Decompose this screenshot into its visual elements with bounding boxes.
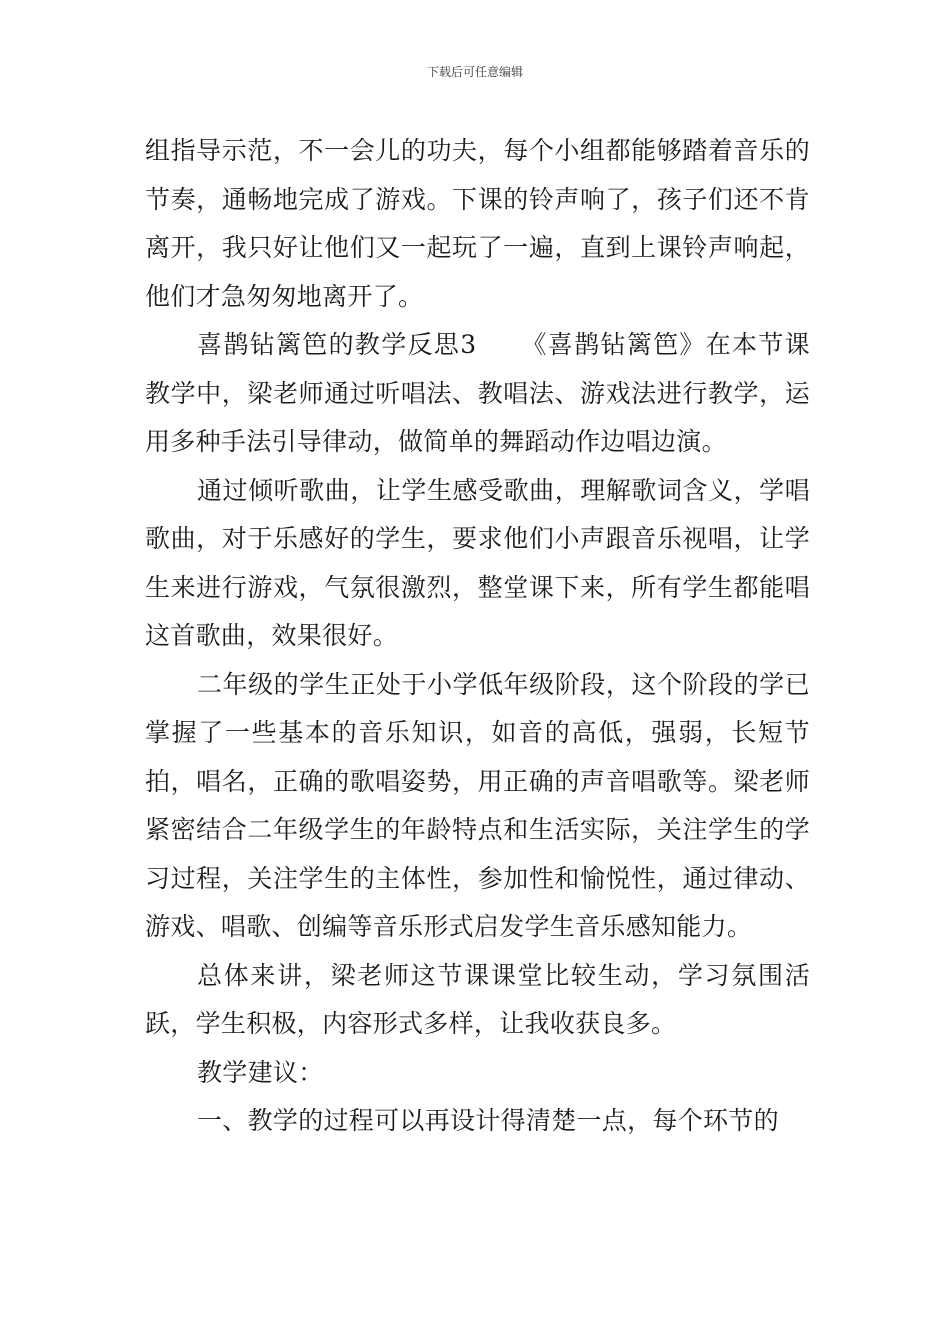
paragraph-second-grade: 二年级的学生正处于小学低年级阶段，这个阶段的学已掌握了一些基本的音乐知识，如音的高低，强弱，长短节拍，唱名，正确的歌唱姿势，用正确的声音唱歌等。梁老师紧密结合二年级学生的年龄特点和生活实际，关注学生的学习过程，关注学生的主体性，参加性和愉悦性，通过律动、游戏、唱歌、创编等音乐形式启发学生音乐感知能力。 bbox=[145, 669, 810, 941]
paragraph-suggestion-one: 一、教学的过程可以再设计得清楚一点，每个环节的 bbox=[197, 1106, 779, 1135]
paragraph-listening: 通过倾听歌曲，让学生感受歌曲，理解歌词含义，学唱歌曲，对于乐感好的学生，要求他们小声跟音乐视唱，让学生来进行游戏，气氛很激烈，整堂课下来，所有学生都能唱这首歌曲，效果很好。 bbox=[145, 475, 810, 650]
section-text: 《喜鹊钻篱笆》在本节课教学中，梁老师通过听唱法、教唱法、游戏法进行教学，运用多种手法引导律动，做简单的舞蹈动作边唱边演。 bbox=[145, 330, 810, 456]
document-body bbox=[145, 127, 810, 1146]
paragraph-suggestions-heading: 教学建议： bbox=[197, 1057, 324, 1087]
paragraph-summary: 总体来讲，梁老师这节课课堂比较生动，学习氛围活跃，学生积极，内容形式多样，让我收获良多。 bbox=[145, 960, 810, 1038]
section-paragraph bbox=[145, 321, 810, 467]
paragraph-continuation: 组指导示范，不一会儿的功夫，每个小组都能够踏着音乐的节奏，通畅地完成了游戏。下课的铃声响了，孩子们还不肯离开，我只好让他们又一起玩了一遍，直到上课铃声响起，他们才急匆匆地离开了。 bbox=[145, 136, 810, 311]
page-header: 下载后可任意编辑 bbox=[426, 65, 523, 79]
section-title: 喜鹊钻篱笆的教学反思3 bbox=[197, 330, 477, 359]
